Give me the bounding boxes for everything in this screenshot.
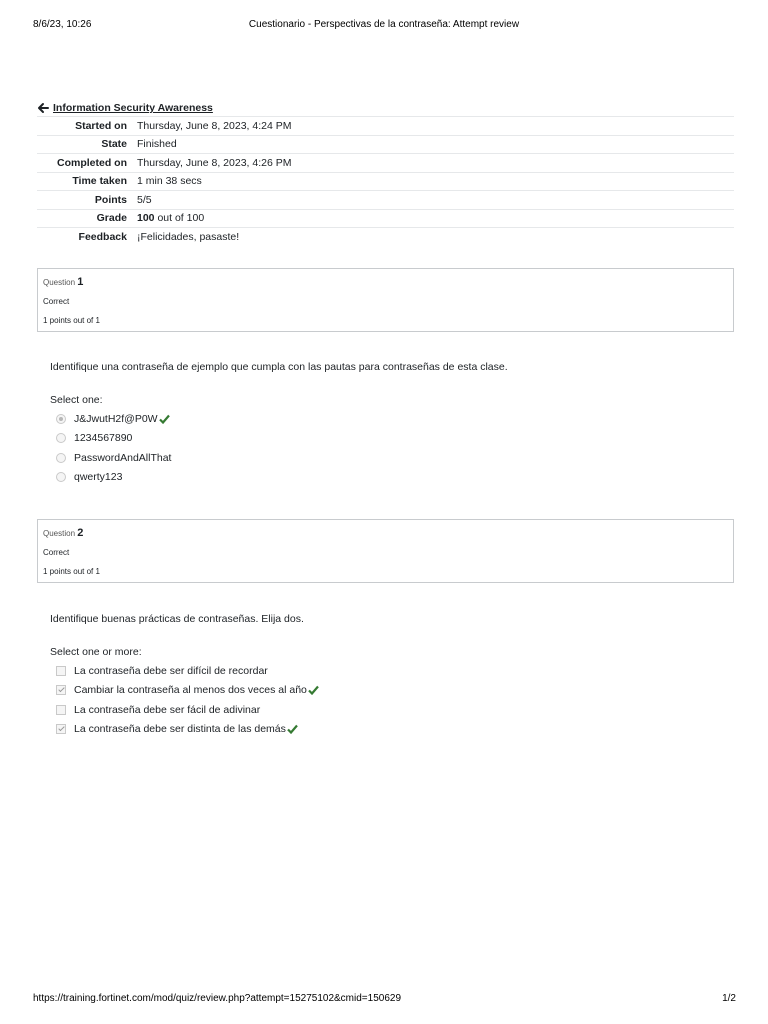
summary-row-grade	[37, 209, 734, 228]
answer-label[interactable]: PasswordAndAllThat	[74, 452, 172, 464]
course-link[interactable]: Information Security Awareness	[53, 102, 213, 114]
summary-value: 1 min 38 secs	[137, 175, 202, 188]
question-grade: 1 points out of 1	[43, 316, 100, 325]
answer-option[interactable]	[56, 721, 298, 737]
radio-button[interactable]	[56, 453, 66, 463]
answer-label[interactable]: La contraseña debe ser difícil de recordar	[74, 665, 268, 677]
summary-row-started-on	[37, 116, 734, 135]
answer-option[interactable]	[56, 450, 171, 466]
answer-label[interactable]: 1234567890	[74, 432, 133, 444]
question-grade: 1 points out of 1	[43, 567, 100, 576]
summary-value: Thursday, June 8, 2023, 4:24 PM	[137, 119, 292, 132]
summary-label: Points	[94, 193, 127, 206]
answer-label[interactable]: La contraseña debe ser fácil de adivinar	[74, 704, 261, 716]
question-state: Correct	[43, 548, 70, 557]
answer-option[interactable]	[56, 682, 319, 698]
answer-label[interactable]: J&JwutH2f@P0W	[74, 413, 158, 425]
checkbox[interactable]	[56, 724, 66, 734]
question-state: Correct	[43, 297, 70, 306]
answer-option[interactable]	[56, 663, 268, 679]
question-number	[43, 527, 83, 539]
question-prompt-2: Select one or more:	[50, 646, 142, 658]
print-header	[0, 19, 768, 33]
summary-label: Completed on	[57, 156, 127, 169]
print-url: https://training.fortinet.com/mod/quiz/review.php?attempt=15275102&cmid=150629	[33, 993, 402, 1004]
answer-label[interactable]: qwerty123	[74, 471, 123, 483]
summary-label: Feedback	[78, 230, 127, 243]
breadcrumb[interactable]	[37, 100, 213, 116]
radio-button[interactable]	[56, 414, 66, 424]
question-number	[43, 276, 83, 288]
question-text-1: Identifique una contraseña de ejemplo que cumpla con las pautas para contraseñas de esta clase.	[50, 361, 508, 373]
print-footer	[0, 993, 768, 1007]
summary-value: ¡Felicidades, pasaste!	[137, 230, 240, 243]
print-date: 8/6/23, 10:26	[33, 19, 92, 30]
summary-value: Finished	[137, 138, 177, 151]
radio-button[interactable]	[56, 433, 66, 443]
summary-label: Time taken	[72, 175, 127, 188]
answer-option[interactable]	[56, 702, 260, 718]
question-info-2	[37, 519, 734, 583]
answer-label[interactable]: La contraseña debe ser distinta de las demás	[74, 723, 286, 735]
checkbox[interactable]	[56, 705, 66, 715]
page-number: 1/2	[722, 993, 736, 1004]
answer-label[interactable]: Cambiar la contraseña al menos dos veces al año	[74, 684, 307, 696]
summary-label: State	[101, 138, 127, 151]
answer-option[interactable]	[56, 469, 122, 485]
grade-out-of: out of 100	[154, 212, 205, 225]
checkbox[interactable]	[56, 685, 66, 695]
answer-option[interactable]	[56, 430, 132, 446]
summary-row-points	[37, 190, 734, 209]
summary-row-state	[37, 135, 734, 154]
summary-value: Thursday, June 8, 2023, 4:26 PM	[137, 156, 292, 169]
summary-label: Started on	[75, 119, 127, 132]
summary-value	[137, 212, 734, 224]
question-prefix: Question	[43, 529, 76, 538]
summary-row-time-taken	[37, 172, 734, 191]
radio-button[interactable]	[56, 472, 66, 482]
question-info-1	[37, 268, 734, 332]
checkbox[interactable]	[56, 666, 66, 676]
attempt-summary-table	[37, 116, 734, 246]
question-num: 1	[77, 276, 84, 288]
correct-check-icon	[159, 414, 170, 424]
summary-row-feedback	[37, 227, 734, 246]
arrow-left-icon[interactable]	[37, 102, 49, 114]
print-title: Cuestionario - Perspectivas de la contraseña: Attempt review	[248, 19, 520, 30]
summary-row-completed-on	[37, 153, 734, 172]
summary-value: 5/5	[137, 193, 152, 206]
question-text-2: Identifique buenas prácticas de contraseñas. Elija dos.	[50, 613, 304, 625]
summary-label: Grade	[96, 212, 127, 225]
correct-check-icon	[308, 685, 319, 695]
question-num: 2	[77, 527, 84, 539]
question-prefix: Question	[43, 278, 76, 287]
grade-score: 100	[137, 212, 155, 225]
question-prompt-1: Select one:	[50, 394, 103, 406]
correct-check-icon	[287, 724, 298, 734]
answer-option[interactable]	[56, 411, 170, 427]
